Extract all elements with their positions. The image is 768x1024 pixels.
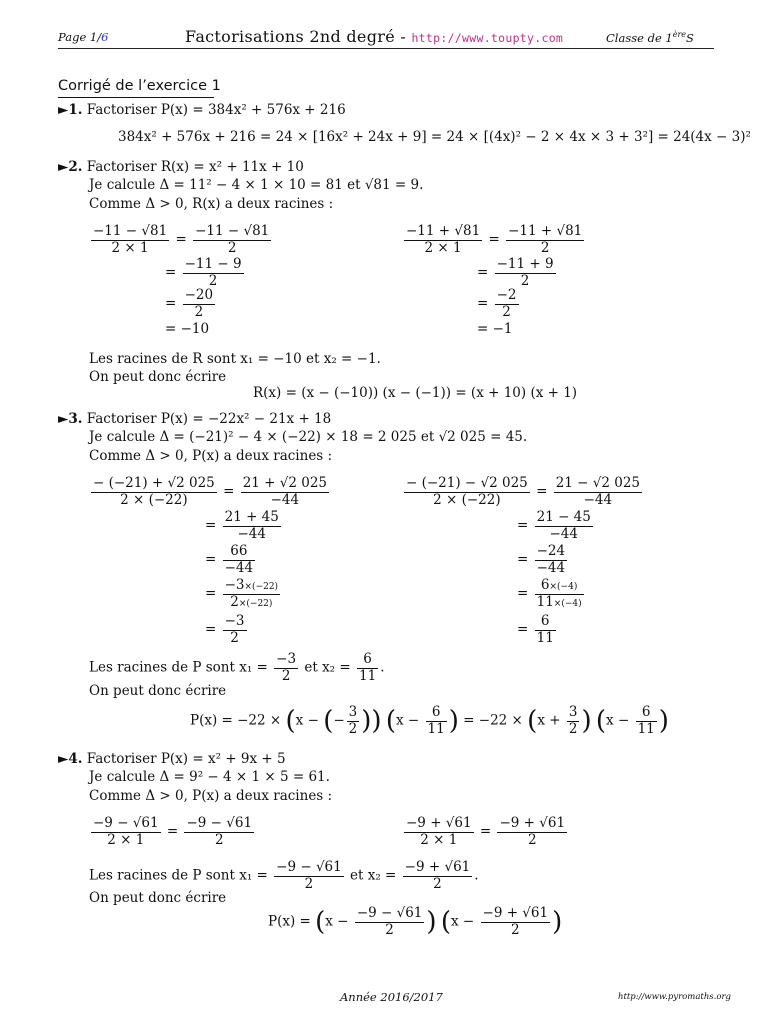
frac-num: 66 bbox=[223, 544, 256, 561]
fact-x-plus: x + bbox=[537, 712, 561, 729]
ex4-root1-frac-a bbox=[91, 816, 161, 848]
frac-num: −11 + 9 bbox=[496, 256, 554, 272]
frac-den: 11 bbox=[359, 667, 377, 684]
ex4-x2-frac bbox=[403, 860, 473, 892]
ex3-fact-frac-3 bbox=[567, 705, 580, 737]
ex3-roots: Les racines de P sont x₁ = $\frac{-3}{2}$ et x₂ = $\frac{6}{11}$ . bbox=[89, 651, 385, 684]
frac-den: 2 bbox=[385, 921, 394, 938]
frac-den: 2 bbox=[433, 875, 442, 892]
ex3-root1-step3: = $\frac{66}{-44}$ bbox=[205, 543, 254, 576]
ex2-ecrire: On peut donc écrire bbox=[89, 369, 227, 385]
frac-den: 2 bbox=[281, 667, 291, 684]
fact-x-minus: x − bbox=[295, 712, 319, 729]
ex2-root2-step3: = $\frac{-2}{2}$ bbox=[477, 287, 517, 320]
frac-den: 2 × 1 bbox=[420, 831, 458, 848]
ex2-condition: Comme Δ > 0, R(x) a deux racines : bbox=[89, 196, 334, 212]
frac-num: 6 bbox=[636, 705, 657, 722]
ex1-number: ►1. bbox=[58, 102, 83, 118]
ex4-root2-frac-b bbox=[497, 816, 567, 848]
num-multiplier: ×(−22) bbox=[244, 582, 279, 592]
frac-den bbox=[223, 595, 280, 611]
fact-prefix: P(x) = −22 × bbox=[190, 712, 282, 729]
num-value: −3 bbox=[224, 577, 245, 593]
frac-num: −9 − √61 bbox=[356, 905, 423, 921]
frac-den: 2 × (−22) bbox=[120, 491, 188, 508]
den-value: 2 bbox=[230, 593, 239, 610]
frac-den: 11 bbox=[536, 629, 554, 646]
frac-den: −44 bbox=[237, 525, 266, 542]
paren-open: ( bbox=[385, 706, 397, 737]
ex2-root1-step1: $\frac{-11 - √81}{2 \times 1}$ = $\frac{-11 - √81}{2}$ bbox=[93, 223, 270, 256]
frac-num: −24 bbox=[536, 543, 566, 559]
ex2-root1-step3: = $\frac{-20}{2}$ bbox=[165, 287, 214, 320]
frac-den: 2 bbox=[520, 272, 530, 289]
ex3-root2-frac-e bbox=[535, 578, 584, 610]
frac-num: −9 + √61 bbox=[406, 815, 472, 831]
roots-mid: et x₂ = bbox=[350, 867, 397, 884]
ex3-delta: Je calcule Δ = (−21)² − 4 × (−22) × 18 = 2 025 et √2 025 = 45. bbox=[89, 429, 528, 445]
paren-close: ) bbox=[426, 907, 437, 938]
frac-den: 2 bbox=[227, 239, 237, 256]
frac-den: −44 bbox=[549, 525, 578, 542]
ex3-number: ►3. bbox=[58, 411, 83, 427]
class-sup: ère bbox=[672, 30, 687, 39]
ex2-number: ►2. bbox=[58, 159, 83, 175]
frac-num: 21 + √2 025 bbox=[242, 475, 328, 491]
ex4-roots: Les racines de P sont x₁ = $\frac{-9 - √61}{2}$ et x₂ = $\frac{-9 + √61}{2}$ . bbox=[89, 859, 479, 892]
page-label: Page 1/ bbox=[58, 30, 102, 44]
num-value: 6 bbox=[540, 577, 550, 593]
ex3-statement: Factoriser P(x) = −22x² − 21x + 18 bbox=[86, 411, 332, 427]
ex4-fact-frac-1 bbox=[355, 906, 425, 938]
section-title-underline bbox=[58, 97, 214, 98]
fact-equals: = −22 × bbox=[463, 712, 523, 729]
frac-den: 2 × 1 bbox=[111, 239, 149, 256]
ex4-intro bbox=[58, 751, 286, 767]
frac-den: −44 bbox=[224, 559, 254, 576]
frac-num: 6 bbox=[426, 705, 447, 722]
ex3-root2-frac-f bbox=[535, 614, 556, 646]
frac-num: −11 − √81 bbox=[93, 223, 168, 239]
header-url-link[interactable]: http://www.toupty.com bbox=[411, 31, 564, 45]
ex2-root1-step2: = $\frac{-11 - 9}{2}$ bbox=[165, 256, 242, 289]
paren-open: ( bbox=[315, 907, 326, 938]
ex3-root2-step5: = $\frac{6}{11}$ bbox=[517, 613, 554, 646]
frac-den: 2 bbox=[208, 272, 218, 289]
class-prefix: Classe de 1 bbox=[606, 30, 673, 45]
frac-num: 21 − √2 025 bbox=[555, 475, 641, 491]
frac-num: −20 bbox=[184, 287, 214, 303]
ex3-factored bbox=[190, 705, 669, 737]
class-label bbox=[606, 30, 694, 45]
roots-prefix: Les racines de P sont x₁ = bbox=[89, 867, 268, 884]
fact-x-minus: x − bbox=[606, 712, 630, 729]
frac-num: 3 bbox=[568, 704, 578, 720]
frac-num: 21 − 45 bbox=[536, 509, 591, 525]
frac-num: 6 bbox=[535, 614, 556, 631]
frac-num: −9 + √61 bbox=[482, 905, 549, 921]
den-multiplier: ×(−4) bbox=[553, 598, 582, 609]
frac-num: − (−21) − √2 025 bbox=[406, 475, 528, 491]
num-multiplier: ×(−4) bbox=[549, 582, 578, 592]
ex3-root1-step1: $\frac{- (-21) + √2 025}{2 \times (-22)}$ = $\frac{21 + √2 025}{-44}$ bbox=[93, 475, 328, 508]
title-text: Factorisations 2nd degré bbox=[185, 27, 395, 46]
ex2-root2-step2: = $\frac{-11 + 9}{2}$ bbox=[477, 256, 554, 289]
ex3-intro bbox=[58, 411, 331, 427]
ex3-root1-step4: = $\frac{-3\times(-22)}{2\times(-22)}$ bbox=[205, 577, 279, 610]
frac-num bbox=[535, 578, 584, 595]
frac-den: 11 bbox=[427, 720, 445, 737]
ex1-result: 384x² + 576x + 216 = 24 × [16x² + 24x + 9] = 24 × [(4x)² − 2 × 4x × 3 + 3²] = 24(4x − 3)² bbox=[118, 129, 751, 145]
frac-den: 2 bbox=[511, 921, 520, 938]
roots-prefix: Les racines de P sont x₁ = bbox=[89, 659, 268, 676]
ex2-root2-frac-b bbox=[506, 224, 584, 256]
frac-num: −11 + √81 bbox=[508, 223, 583, 239]
ex3-root2-step4: = $\frac{6\times(-4)}{11\times(-4)}$ bbox=[517, 577, 582, 610]
ex2-root1-final: = −10 bbox=[165, 321, 210, 337]
page-total-link[interactable]: 6 bbox=[101, 30, 109, 44]
ex2-root1-frac-d bbox=[183, 288, 216, 320]
ex3-root1-step2: = $\frac{21 + 45}{-44}$ bbox=[205, 509, 279, 542]
frac-den: 2 bbox=[214, 831, 224, 848]
frac-num: −9 − √61 bbox=[93, 815, 159, 831]
ex2-root2-frac-d bbox=[495, 288, 519, 320]
ex3-root2-frac-d bbox=[535, 544, 568, 576]
footer-year: Année 2016/2017 bbox=[340, 990, 443, 1004]
ex4-statement: Factoriser P(x) = x² + 9x + 5 bbox=[86, 751, 286, 767]
frac-num bbox=[223, 578, 280, 595]
ex3-root2-frac-b bbox=[554, 476, 642, 508]
ex3-root1-frac-b bbox=[241, 476, 329, 508]
ex3-x1-frac bbox=[274, 652, 298, 684]
fact-x-minus: x − bbox=[451, 913, 475, 930]
ex4-factored bbox=[268, 906, 562, 938]
frac-den: 2 bbox=[194, 303, 204, 320]
ex3-root2-frac-a bbox=[404, 476, 530, 508]
ex1-intro bbox=[58, 102, 346, 118]
frac-den: −44 bbox=[583, 491, 613, 508]
ex4-root1-frac-b bbox=[184, 816, 254, 848]
ex3-condition: Comme Δ > 0, P(x) a deux racines : bbox=[89, 448, 333, 464]
ex4-delta: Je calcule Δ = 9² − 4 × 1 × 5 = 61. bbox=[89, 769, 330, 785]
ex4-x1-frac bbox=[274, 860, 344, 892]
ex2-statement: Factoriser R(x) = x² + 11x + 10 bbox=[86, 159, 304, 175]
frac-num: −3 bbox=[276, 651, 297, 667]
frac-den bbox=[535, 595, 584, 611]
frac-num: −11 + √81 bbox=[406, 223, 481, 239]
ex3-fact-frac-1 bbox=[347, 705, 360, 737]
ex4-ecrire: On peut donc écrire bbox=[89, 890, 227, 906]
ex4-root2-frac-a bbox=[404, 816, 474, 848]
paren-open: ( bbox=[285, 706, 296, 737]
frac-den: 2 bbox=[540, 239, 550, 256]
ex2-intro bbox=[58, 159, 304, 175]
fact-prefix: P(x) = bbox=[268, 913, 311, 930]
class-suffix: S bbox=[686, 30, 694, 45]
roots-mid: et x₂ = bbox=[304, 659, 351, 676]
ex3-fact-frac-2 bbox=[426, 705, 447, 737]
paren-close: ) bbox=[581, 706, 592, 737]
frac-den: 2 bbox=[348, 720, 358, 737]
ex3-root2-step1: $\frac{- (-21) - √2 025}{2 \times (-22)}$ = $\frac{21 - √2 025}{-44}$ bbox=[406, 475, 641, 508]
fact-x-minus: x − bbox=[325, 913, 349, 930]
paren-open: ( bbox=[323, 706, 334, 737]
ex2-root2-frac-c bbox=[495, 257, 556, 289]
frac-den: 11 bbox=[637, 720, 655, 737]
ex4-fact-frac-2 bbox=[481, 906, 551, 938]
frac-den: 2 × (−22) bbox=[433, 491, 501, 508]
paren-close: ) bbox=[552, 907, 563, 938]
ex3-ecrire: On peut donc écrire bbox=[89, 683, 227, 699]
frac-num: −11 − 9 bbox=[184, 256, 242, 272]
fact-minus: − bbox=[333, 712, 345, 729]
ex3-root2-step2: = $\frac{21 - 45}{-44}$ bbox=[517, 509, 591, 542]
ex4-condition: Comme Δ > 0, P(x) a deux racines : bbox=[89, 788, 333, 804]
frac-num: −9 − √61 bbox=[276, 859, 342, 875]
ex3-root1-frac-e bbox=[223, 578, 280, 610]
den-multiplier: ×(−22) bbox=[238, 598, 273, 609]
ex2-root2-frac-a bbox=[404, 224, 482, 256]
ex2-root2-step1: $\frac{-11 + √81}{2 \times 1}$ = $\frac{-11 + √81}{2}$ bbox=[406, 223, 583, 256]
ex4-root1: $\frac{-9 - √61}{2 \times 1}$ = $\frac{-9 - √61}{2}$ bbox=[93, 815, 253, 848]
paren-open: ( bbox=[440, 907, 451, 938]
paren-close: ) bbox=[658, 706, 669, 737]
paren-open: ( bbox=[527, 706, 538, 737]
ex2-factored: R(x) = (x − (−10)) (x − (−1)) = (x + 10) (x + 1) bbox=[253, 385, 578, 401]
frac-den: 2 bbox=[568, 720, 578, 737]
ex4-root2: $\frac{-9 + √61}{2 \times 1}$ = $\frac{-9 + √61}{2}$ bbox=[406, 815, 566, 848]
ex3-root1-frac-f bbox=[223, 614, 247, 646]
frac-den: 2 bbox=[304, 875, 314, 892]
frac-num: −9 − √61 bbox=[186, 815, 253, 831]
frac-num: −11 − √81 bbox=[195, 223, 270, 239]
fact-x-minus: x − bbox=[396, 712, 420, 729]
frac-num: 3 bbox=[348, 704, 358, 720]
footer-url-link[interactable]: http://www.pyromaths.org bbox=[618, 992, 731, 1002]
ex2-root1-frac-a bbox=[91, 224, 169, 256]
paren-open: ( bbox=[595, 706, 607, 737]
ex3-root1-frac-a bbox=[91, 476, 217, 508]
frac-den: 2 bbox=[502, 303, 511, 320]
frac-den: 2 × 1 bbox=[107, 831, 145, 848]
section-title: Corrigé de l’exercice 1 bbox=[58, 78, 221, 94]
frac-num: 6 bbox=[357, 652, 378, 669]
frac-den: −44 bbox=[270, 491, 300, 508]
den-value: 11 bbox=[536, 593, 554, 610]
ex2-root1-frac-b bbox=[193, 224, 271, 256]
ex3-root1-frac-d bbox=[223, 544, 256, 576]
frac-num: 21 + 45 bbox=[224, 509, 279, 525]
title-separator: - bbox=[394, 27, 412, 46]
frac-num: −9 + √61 bbox=[499, 815, 566, 831]
frac-den: 2 bbox=[230, 629, 239, 646]
ex2-delta: Je calcule Δ = 11² − 4 × 1 × 10 = 81 et √81 = 9. bbox=[89, 177, 424, 193]
ex4-number: ►4. bbox=[58, 751, 83, 767]
page-number bbox=[58, 30, 108, 44]
document-title bbox=[185, 27, 563, 46]
frac-den: 2 bbox=[527, 831, 537, 848]
ex1-statement: Factoriser P(x) = 384x² + 576x + 216 bbox=[86, 102, 346, 118]
ex2-roots: Les racines de R sont x₁ = −10 et x₂ = −1. bbox=[89, 351, 381, 367]
ex2-root2-final: = −1 bbox=[477, 321, 513, 337]
paren-close: ) bbox=[371, 706, 382, 737]
ex2-root1-frac-c bbox=[183, 257, 244, 289]
frac-num: −9 + √61 bbox=[404, 859, 471, 875]
frac-num: − (−21) + √2 025 bbox=[93, 475, 215, 491]
ex3-fact-frac-4 bbox=[636, 705, 657, 737]
ex3-root2-step3: = $\frac{-24}{-44}$ bbox=[517, 543, 566, 576]
frac-num: −3 bbox=[224, 613, 245, 629]
ex3-root2-frac-c bbox=[535, 510, 593, 542]
frac-den: −44 bbox=[536, 559, 566, 576]
ex3-root1-step5: = $\frac{-3}{2}$ bbox=[205, 613, 245, 646]
paren-close: ) bbox=[361, 706, 372, 737]
ex3-x2-frac bbox=[357, 652, 378, 684]
header-rule bbox=[58, 48, 714, 49]
ex3-root1-frac-c bbox=[223, 510, 281, 542]
frac-num: −2 bbox=[496, 287, 517, 303]
frac-den: 2 × 1 bbox=[424, 239, 462, 256]
paren-close: ) bbox=[448, 706, 459, 737]
